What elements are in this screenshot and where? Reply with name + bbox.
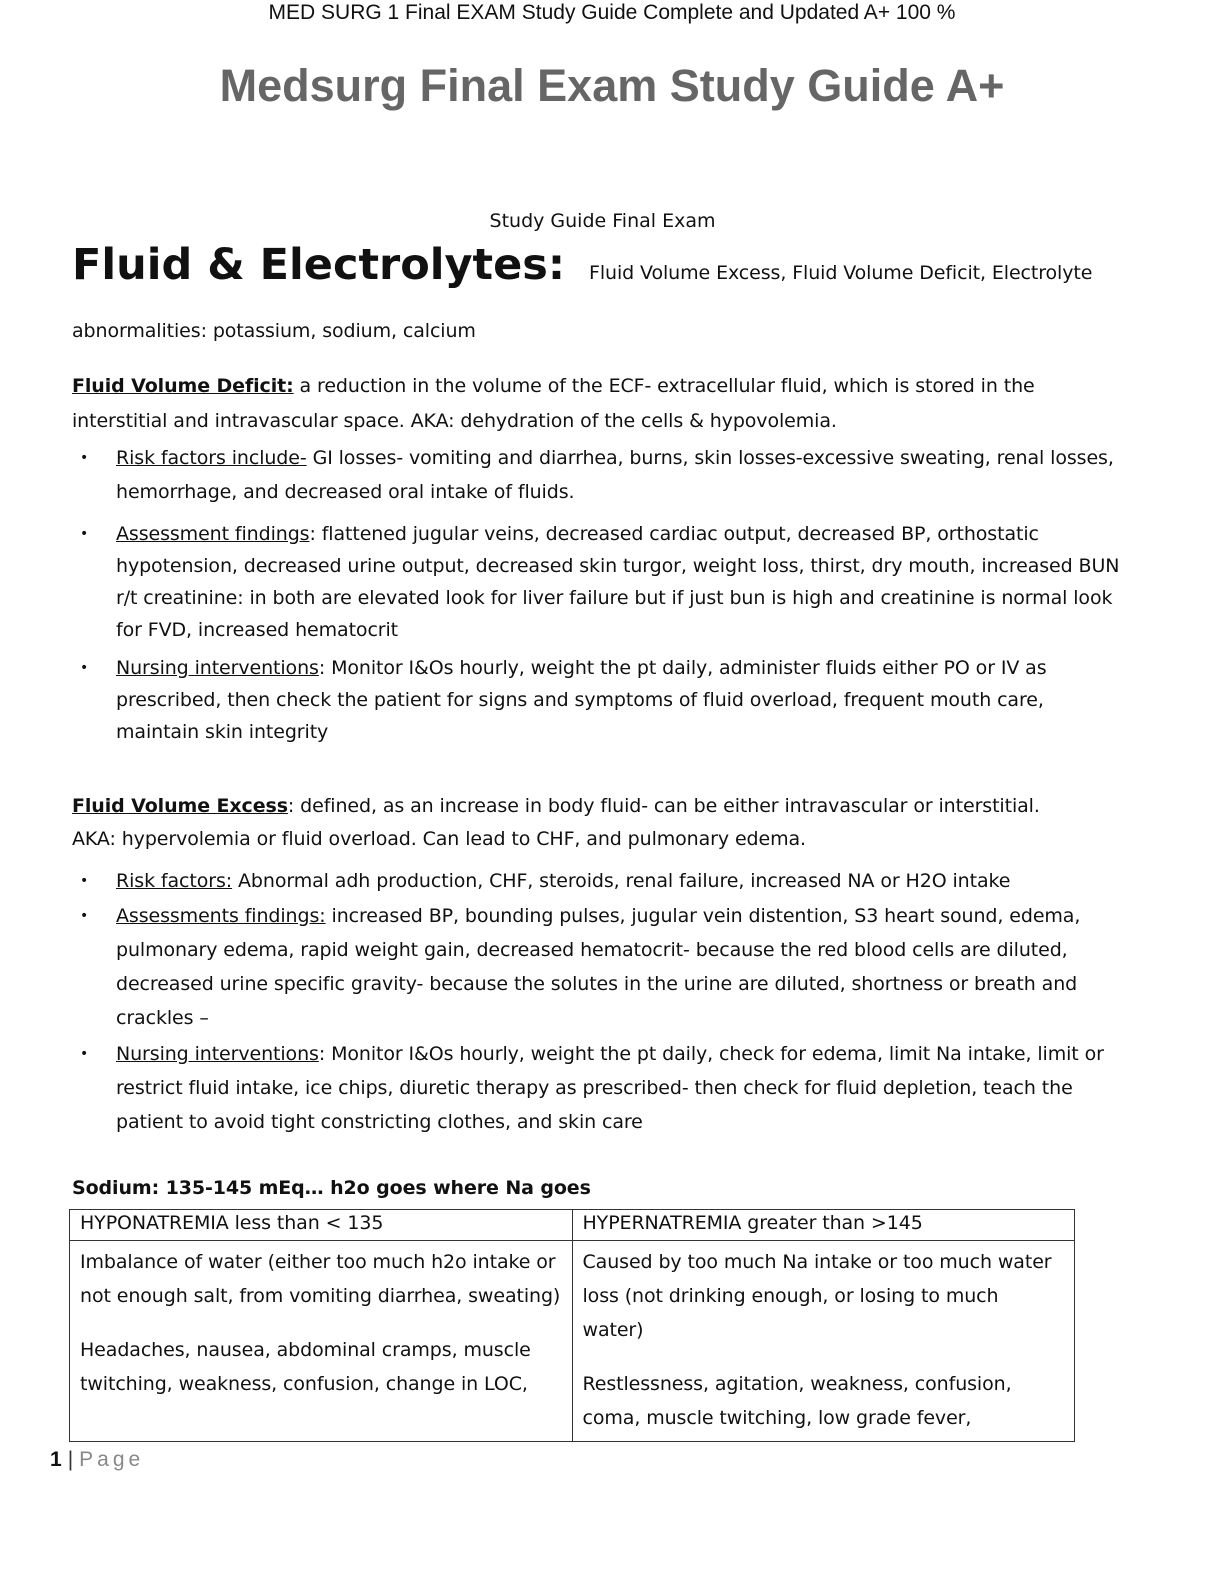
bullet-text: GI losses- vomiting and diarrhea, burns, skin losses-excessive sweating, renal losses, hemorrhage, and decreased oral intake of fluids. — [116, 447, 1114, 503]
bullet-label: Assessments findings: — [116, 905, 326, 927]
hypernatremia-header: HYPERNATREMIA greater than >145 — [572, 1210, 1075, 1241]
hypernatremia-symptoms: Restlessness, agitation, weakness, confusion, coma, muscle twitching, low grade fever, — [582, 1373, 1012, 1429]
fluid-electrolytes-heading — [72, 240, 1132, 302]
bullet-icon: • — [80, 450, 89, 466]
table-header-row — [70, 1210, 1075, 1241]
bullet-icon: • — [80, 526, 89, 542]
fve-definition-text: : defined, as an increase in body fluid- can be either intravascular or interstitial. — [287, 795, 1040, 817]
page-separator: | — [67, 1448, 74, 1471]
bullet-icon: • — [80, 908, 89, 924]
hyponatremia-cause: Imbalance of water (either too much h2o intake or not enough salt, from vomiting diarrhea, sweating) — [80, 1251, 561, 1307]
list-item — [72, 518, 1132, 646]
list-item — [72, 441, 1132, 509]
fve-aka: AKA: hypervolemia or fluid overload. Can lead to CHF, and pulmonary edema. — [72, 828, 806, 850]
fve-bullet-list — [72, 864, 1132, 1139]
hypernatremia-cause: Caused by too much Na intake or too much water loss (not drinking enough, or losing to much water) — [582, 1251, 1052, 1341]
document-body — [72, 240, 1132, 1442]
sodium-table — [69, 1209, 1075, 1442]
bullet-label: Risk factors: — [116, 870, 233, 892]
fve-definition — [72, 790, 1132, 823]
study-guide-subtitle: Study Guide Final Exam — [489, 210, 716, 232]
fvd-definition-text: a reduction in the volume of the ECF- extracellular fluid, which is stored in the interstitial and intravascular space. AKA: dehydration of the cells & hypovolemia. — [72, 375, 1035, 432]
list-item — [72, 864, 1132, 898]
sodium-heading: Sodium: 135-145 mEq… h2o goes where Na goes — [72, 1177, 591, 1199]
bullet-text: : Monitor I&Os hourly, weight the pt daily, administer fluids either PO or IV as prescribed, then check the patient for signs and symptoms of fluid overload, frequent mouth care, maintain skin integrity — [116, 657, 1047, 743]
bullet-text: : flattened jugular veins, decreased cardiac output, decreased BP, orthostatic hypotension, decreased urine output, decreased skin turgor, weight loss, thirst, dry mouth, increased BUN r/t creatinine: in both are elevated look for liver failure but if just bun is high and creatinine is normal look for FVD, increased hematocrit — [116, 523, 1120, 641]
bullet-text: Abnormal adh production, CHF, steroids, renal failure, increased NA or H2O intake — [232, 870, 1011, 892]
bullet-label: Assessment findings — [116, 523, 310, 545]
bullet-text: : Monitor I&Os hourly, weight the pt daily, check for edema, limit Na intake, limit or restrict fluid intake, ice chips, diuretic therapy as prescribed- then check for fluid depletion, teach the patient to avoid tight constricting clothes, and skin care — [116, 1043, 1104, 1133]
hypernatremia-cell — [572, 1241, 1075, 1442]
bullet-label: Nursing interventions — [116, 657, 319, 679]
bullet-icon: • — [80, 873, 89, 889]
document-title: Medsurg Final Exam Study Guide A+ — [219, 60, 1005, 111]
bullet-icon: • — [80, 660, 89, 676]
fve-term: Fluid Volume Excess — [72, 795, 288, 817]
page-number: 1 — [50, 1448, 62, 1471]
list-item — [72, 652, 1132, 748]
fluid-electrolytes-topics-continued: abnormalities: potassium, sodium, calcium — [72, 320, 476, 342]
bullet-label: Nursing interventions — [116, 1043, 319, 1065]
fvd-bullet-list — [72, 441, 1132, 748]
page-footer — [50, 1446, 144, 1474]
list-item — [72, 1037, 1132, 1139]
hyponatremia-cell — [70, 1241, 573, 1442]
fluid-electrolytes-title: Fluid & Electrolytes: — [72, 240, 566, 290]
hyponatremia-header: HYPONATREMIA less than < 135 — [70, 1210, 573, 1241]
list-item — [72, 899, 1132, 1035]
bullet-icon: • — [80, 1046, 89, 1062]
page-label: Page — [79, 1448, 145, 1471]
document-header: MED SURG 1 Final EXAM Study Guide Complete and Updated A+ 100 % — [268, 1, 956, 24]
fvd-definition — [72, 369, 1132, 439]
bullet-text: increased BP, bounding pulses, jugular vein distention, S3 heart sound, edema, pulmonary edema, rapid weight gain, decreased hematocrit- because the red blood cells are diluted, decreased urine specific gravity- because the solutes in the urine are diluted, shortness or breath and crackles – — [116, 905, 1081, 1029]
table-row — [70, 1241, 1075, 1442]
bullet-label: Risk factors include- — [116, 447, 307, 469]
hyponatremia-symptoms: Headaches, nausea, abdominal cramps, muscle twitching, weakness, confusion, change in LOC, — [80, 1339, 531, 1395]
fvd-term: Fluid Volume Deficit: — [72, 375, 294, 397]
fluid-electrolytes-topics: Fluid Volume Excess, Fluid Volume Deficit, Electrolyte — [589, 262, 1093, 284]
